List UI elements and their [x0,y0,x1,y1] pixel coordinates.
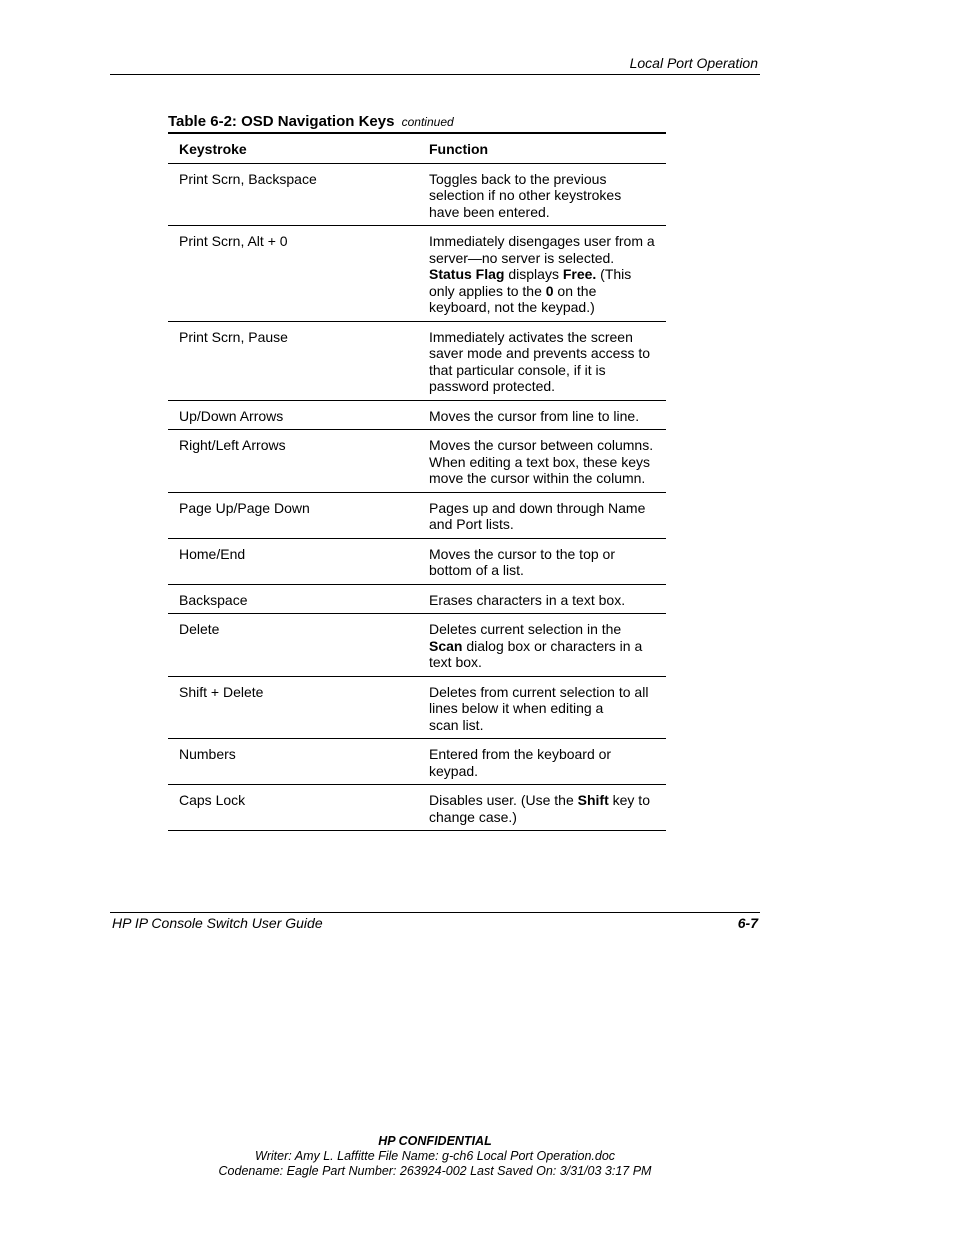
function-line: move the cursor within the column. [429,470,646,486]
table-body [168,164,666,832]
document-writer-line: Writer: Amy L. Laffitte File Name: g-ch6 Local Port Operation.doc [254,1149,616,1163]
keystroke-cell: Shift + Delete [179,683,264,700]
keystroke-cell: Home/End [179,545,246,562]
table-row [168,493,666,539]
function-line: change case.) [429,808,517,825]
keystroke-cell: Print Scrn, Alt + 0 [179,233,288,249]
column-header-keystroke: Keystroke [179,141,247,157]
footer-rule [110,912,760,913]
function-cell [429,500,666,533]
function-line: keyboard, not the keypad.) [429,299,595,315]
function-line: Deletes from current selection to all [429,683,649,700]
keystroke-cell: Right/Left Arrows [179,437,286,453]
keystroke-cell: Up/Down Arrows [179,407,284,424]
table-continued-note: continued [401,115,454,129]
table-row [168,164,666,227]
function-line: Scan dialog box or characters in a [429,637,643,654]
function-cell [429,329,666,395]
function-line: have been entered. [429,203,550,220]
table-row [168,739,666,785]
guide-title: HP IP Console Switch User Guide [112,915,323,931]
function-line: Disables user. (Use the Shift key to [429,792,650,808]
function-cell [429,437,666,487]
function-cell [429,684,666,734]
function-line: bottom of a list. [429,562,524,578]
function-cell [429,171,666,221]
function-cell [429,408,666,425]
table-row [168,539,666,585]
bold-term: Scan [429,637,463,654]
function-cell [429,792,666,825]
function-line: Erases characters in a text box. [429,591,626,608]
function-line: scan list. [429,716,484,733]
function-line: Pages up and down through Name [429,499,646,516]
column-header-function: Function [429,141,489,157]
table-row [168,614,666,677]
function-line: text box. [429,654,482,670]
function-line: Immediately disengages user from a [429,233,655,249]
bold-term: Shift [577,792,609,808]
function-line: that particular console, if it is [429,361,606,378]
function-line: Deletes current selection in the [429,621,622,637]
function-line: server—no server is selected. [429,249,615,266]
document-codename-line: Codename: Eagle Part Number: 263924-002 Last Saved On: 3/31/03 3:17 PM [218,1164,652,1178]
table-row [168,677,666,740]
table-row [168,401,666,431]
bold-term: Status Flag [429,266,505,282]
keystroke-cell: Caps Lock [179,792,246,808]
function-line: Moves the cursor between columns. [429,437,654,453]
function-line: Status Flag displays Free. (This [429,266,632,282]
function-line: keypad. [429,762,479,779]
confidential-label: HP CONFIDENTIAL [378,1134,492,1148]
table-row [168,585,666,615]
function-line: saver mode and prevents access to [429,345,651,361]
function-line: password protected. [429,378,556,394]
table-caption [168,113,454,130]
keystroke-cell: Print Scrn, Backspace [179,170,317,187]
keystroke-cell: Delete [179,621,220,637]
function-line: Toggles back to the previous [429,170,607,187]
table-row [168,785,666,831]
table-row [168,226,666,322]
function-cell [429,621,666,671]
function-line: When editing a text box, these keys [429,453,651,470]
table-title: Table 6-2: OSD Navigation Keys [168,113,395,130]
page-number: 6-7 [737,915,758,931]
function-line: Moves the cursor from line to line. [429,407,640,424]
function-line: lines below it when editing a [429,700,604,716]
osd-navigation-keys-table [168,132,666,831]
function-line: Moves the cursor to the top or [429,545,615,562]
function-cell [429,592,666,609]
function-line: selection if no other keystrokes [429,187,622,203]
function-line: Immediately activates the screen [429,328,633,345]
function-cell [429,233,666,316]
keystroke-cell: Page Up/Page Down [179,499,310,516]
function-cell [429,746,666,779]
function-cell [429,546,666,579]
table-row [168,322,666,401]
keystroke-cell: Numbers [179,746,236,762]
keystroke-cell: Print Scrn, Pause [179,328,288,345]
bold-term: Free. [562,266,597,282]
function-line: and Port lists. [429,516,514,532]
function-line: Entered from the keyboard or [429,746,612,762]
function-line: only applies to the 0 on the [429,282,597,299]
header-rule [110,74,760,75]
table-header-row [168,134,666,164]
running-header: Local Port Operation [629,55,758,71]
keystroke-cell: Backspace [179,591,248,608]
bold-term: 0 [545,282,554,299]
table-row [168,430,666,493]
